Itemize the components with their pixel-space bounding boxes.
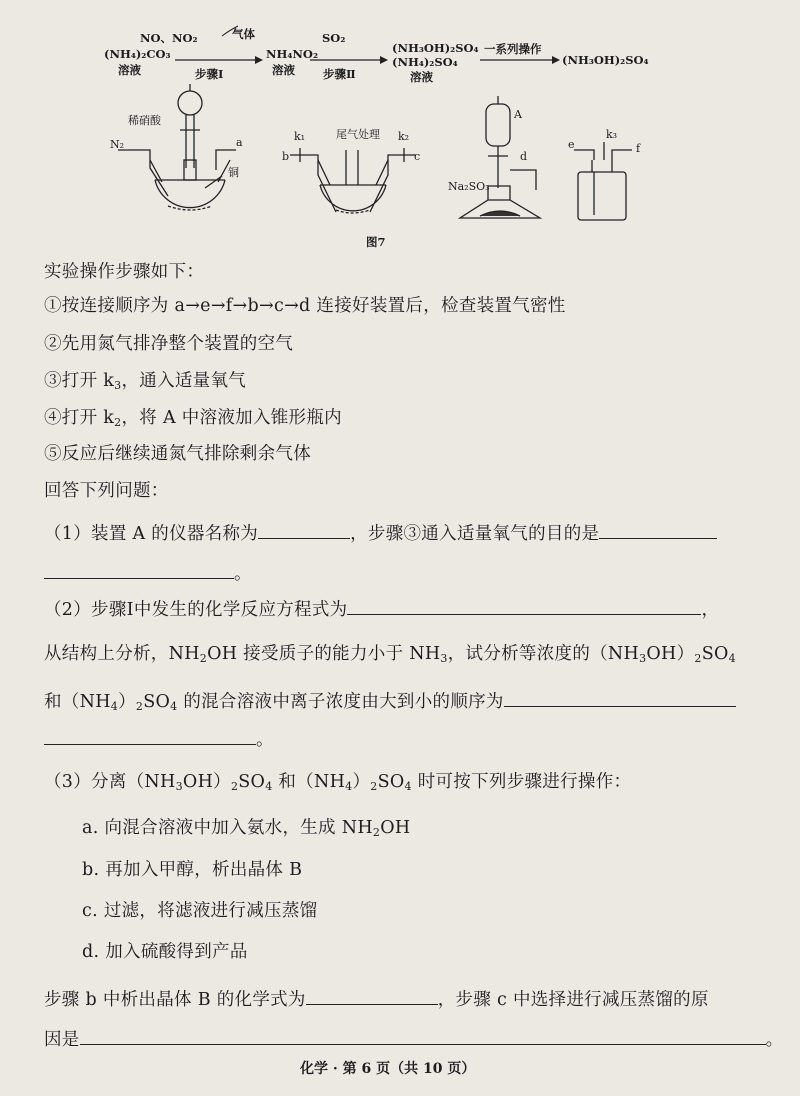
reagent-so2: SO₂ bbox=[322, 31, 346, 45]
mix-compound-1: (NH₃OH)₂SO₄ bbox=[392, 41, 479, 55]
port-c-label: c bbox=[414, 150, 421, 163]
figure-7 bbox=[0, 0, 800, 255]
tap-k3-label: k₃ bbox=[606, 128, 618, 141]
step-5: ⑤反应后继续通氮气排除剩余气体 bbox=[44, 444, 311, 464]
product-compound: (NH₃OH)₂SO₄ bbox=[562, 53, 649, 67]
step2-label: 步骤Ⅱ bbox=[323, 67, 356, 81]
port-a-label: a bbox=[236, 136, 243, 149]
tap-k2-label: k₂ bbox=[398, 130, 410, 143]
step-3: ③打开 $k_3$，通入适量氧气 bbox=[44, 371, 247, 392]
copper-label: 铜 bbox=[228, 166, 239, 179]
mid-solution-label: 溶液 bbox=[272, 63, 295, 77]
operation-b: b. 再加入甲醇，析出晶体 B bbox=[82, 860, 303, 880]
step1-label: 步骤Ⅰ bbox=[195, 67, 224, 81]
n2-label: N₂ bbox=[110, 138, 125, 151]
mix-compound-2: (NH₄)₂SO₄ bbox=[392, 55, 458, 69]
acid-label: 稀硝酸 bbox=[128, 114, 161, 127]
question-3-part2: 步骤 b 中析出晶体 B 的化学式为 ，步骤 c 中选择进行减压蒸馏的原 bbox=[44, 990, 709, 1010]
answer-title: 回答下列问题： bbox=[44, 481, 169, 501]
step-1: ①按连接顺序为 a→e→f→b→c→d 连接好装置后，检查装置气密性 bbox=[44, 296, 566, 316]
question-2-line3: 和$(NH_4)_2SO_4$ 的混合溶液中离子浓度由大到小的顺序为 bbox=[44, 688, 736, 713]
operation-a: a. 向混合溶液中加入氨水，生成 $NH_2OH$ bbox=[82, 818, 411, 839]
flask-1-body bbox=[155, 180, 225, 208]
question-2-line2: 从结构上分析，$NH_2OH$ 接受质子的能力小于 $NH_3$，试分析等浓度的$(NH_3OH)_2SO_4$ bbox=[44, 644, 736, 665]
reaction-scheme bbox=[104, 26, 649, 84]
port-d-label: d bbox=[520, 150, 528, 163]
answer-blank-5[interactable] bbox=[504, 690, 736, 707]
question-1-cont: 。 bbox=[44, 560, 252, 585]
answer-blank-7[interactable] bbox=[306, 988, 438, 1005]
question-1: （1）装置 A 的仪器名称为 ，步骤③通入适量氧气的目的是 bbox=[44, 520, 717, 545]
question-2-line4: 。 bbox=[44, 726, 274, 751]
gas-bottle bbox=[578, 172, 626, 220]
answer-blank-4[interactable] bbox=[347, 598, 701, 615]
mix-solution-label: 溶液 bbox=[410, 70, 433, 84]
step-4: ④打开 $k_2$，将 A 中溶液加入锥形瓶内 bbox=[44, 408, 342, 429]
answer-blank-3[interactable] bbox=[44, 562, 234, 579]
reagent-no-no2: NO、NO₂ bbox=[140, 31, 198, 45]
ops-label: 一系列操作 bbox=[484, 42, 542, 56]
funnel-a-label: A bbox=[514, 108, 522, 121]
question-3-part2-cont: 因是 。 bbox=[44, 1030, 784, 1050]
figure-caption: 图7 bbox=[366, 235, 386, 249]
start-solution-label: 溶液 bbox=[118, 63, 141, 77]
question-2: （2）步骤Ⅰ中发生的化学反应方程式为 ， bbox=[44, 600, 720, 620]
apparatus-4 bbox=[574, 142, 632, 220]
flask-2-body bbox=[320, 185, 386, 211]
port-e-label: e bbox=[568, 138, 575, 151]
question-3: （3）分离$(NH_3OH)_2SO_4$ 和$(NH_4)_2SO_4$ 时可按下列步骤进行操作： bbox=[44, 772, 632, 793]
gas-label: 气体 bbox=[232, 27, 255, 41]
apparatus-2 bbox=[290, 148, 416, 213]
port-b-label: b bbox=[282, 150, 290, 163]
steps-title: 实验操作步骤如下： bbox=[44, 262, 205, 282]
mid-compound: NH₄NO₂ bbox=[266, 47, 318, 61]
funnel-bulb bbox=[178, 91, 202, 115]
answer-blank-8[interactable] bbox=[80, 1028, 766, 1045]
sulfite-label: Na₂SO₃ bbox=[448, 180, 490, 193]
step-2: ②先用氮气排净整个装置的空气 bbox=[44, 334, 294, 354]
apparatus-1 bbox=[118, 84, 236, 210]
port-f-label: f bbox=[636, 142, 641, 155]
tap-k1-label: k₁ bbox=[294, 130, 306, 143]
operation-d: d. 加入硫酸得到产品 bbox=[82, 942, 248, 962]
apparatus-3 bbox=[460, 96, 540, 218]
start-compound: (NH₄)₂CO₃ bbox=[104, 47, 171, 61]
answer-blank-2[interactable] bbox=[599, 522, 717, 539]
answer-blank-6[interactable] bbox=[44, 728, 256, 745]
funnel-a bbox=[486, 104, 510, 146]
operation-c: c. 过滤，将滤液进行减压蒸馏 bbox=[82, 901, 318, 921]
answer-blank-1[interactable] bbox=[258, 522, 350, 539]
tail-gas-label: 尾气处理 bbox=[336, 128, 380, 141]
page-footer: 化学 · 第 6 页（共 10 页） bbox=[300, 1061, 476, 1077]
